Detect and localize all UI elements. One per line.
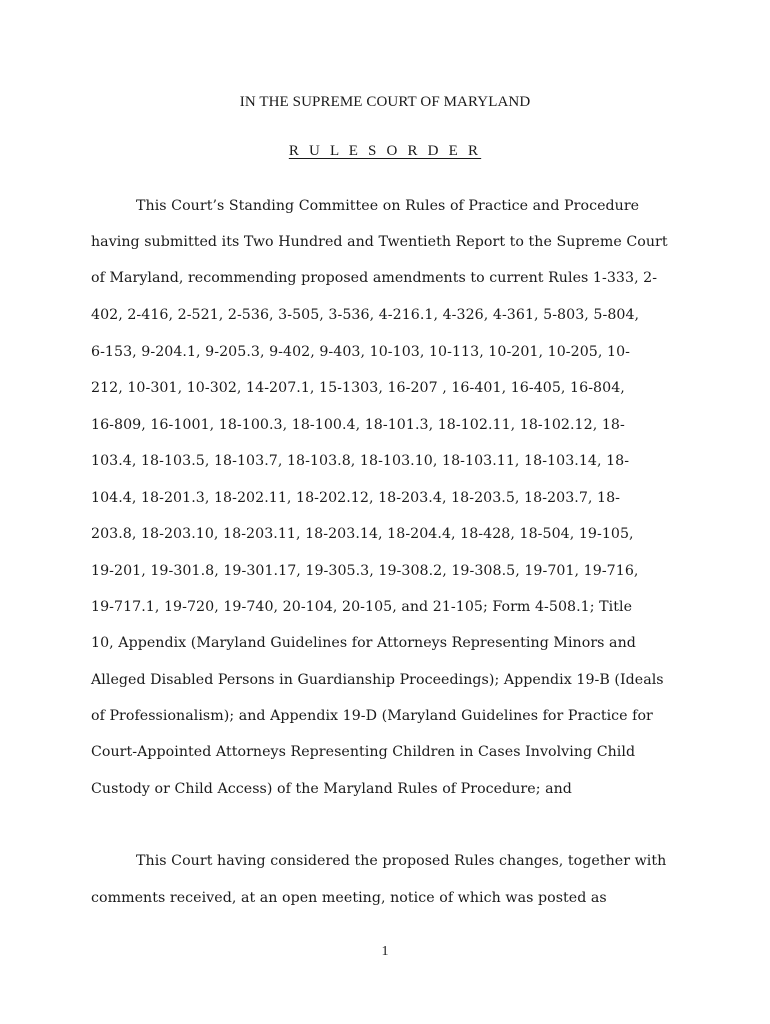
- text-line: 19-717.1, 19-720, 19-740, 20-104, 20-105, and 21-105; Form 4-508.1; Title: [91, 599, 633, 615]
- page-number: 1: [381, 944, 389, 959]
- text-line: 103.4, 18-103.5, 18-103.7, 18-103.8, 18-103.10, 18-103.11, 18-103.14, 18-: [91, 453, 630, 469]
- text-line: 212, 10-301, 10-302, 14-207.1, 15-1303, 16-207 , 16-401, 16-405, 16-804,: [91, 380, 625, 396]
- text-line: comments received, at an open meeting, notice of which was posted as: [91, 890, 607, 906]
- text-line: 104.4, 18-201.3, 18-202.11, 18-202.12, 18-203.4, 18-203.5, 18-203.7, 18-: [91, 490, 621, 506]
- text-line: Custody or Child Access) of the Maryland Rules of Procedure; and: [91, 781, 572, 797]
- text-line: 402, 2-416, 2-521, 2-536, 3-505, 3-536, 4-216.1, 4-326, 4-361, 5-803, 5-804,: [91, 307, 640, 323]
- text-line: of Maryland, recommending proposed amendments to current Rules 1-333, 2-: [91, 270, 658, 286]
- text-line: This Court’s Standing Committee on Rules of Practice and Procedure: [136, 198, 640, 214]
- text-line: This Court having considered the proposed Rules changes, together with: [136, 853, 667, 869]
- text-line: 10, Appendix (Maryland Guidelines for Attorneys Representing Minors and: [91, 635, 636, 651]
- text-line: Court-Appointed Attorneys Representing Children in Cases Involving Child: [91, 744, 636, 760]
- text-line: 16-809, 16-1001, 18-100.3, 18-100.4, 18-101.3, 18-102.11, 18-102.12, 18-: [91, 417, 625, 433]
- text-line: 203.8, 18-203.10, 18-203.11, 18-203.14, 18-204.4, 18-428, 18-504, 19-105,: [91, 526, 634, 542]
- text-line: of Professionalism); and Appendix 19-D (Maryland Guidelines for Practice for: [91, 708, 653, 724]
- text-line: 19-201, 19-301.8, 19-301.17, 19-305.3, 19-308.2, 19-308.5, 19-701, 19-716,: [91, 563, 639, 579]
- order-title: R U L E S O R D E R: [288, 143, 482, 159]
- text-line: having submitted its Two Hundred and Twentieth Report to the Supreme Court: [91, 234, 668, 250]
- court-title: IN THE SUPREME COURT OF MARYLAND: [239, 94, 531, 110]
- text-line: Alleged Disabled Persons in Guardianship Proceedings); Appendix 19-B (Ideals: [91, 672, 664, 688]
- text-line: 6-153, 9-204.1, 9-205.3, 9-402, 9-403, 10-103, 10-113, 10-201, 10-205, 10-: [91, 344, 631, 360]
